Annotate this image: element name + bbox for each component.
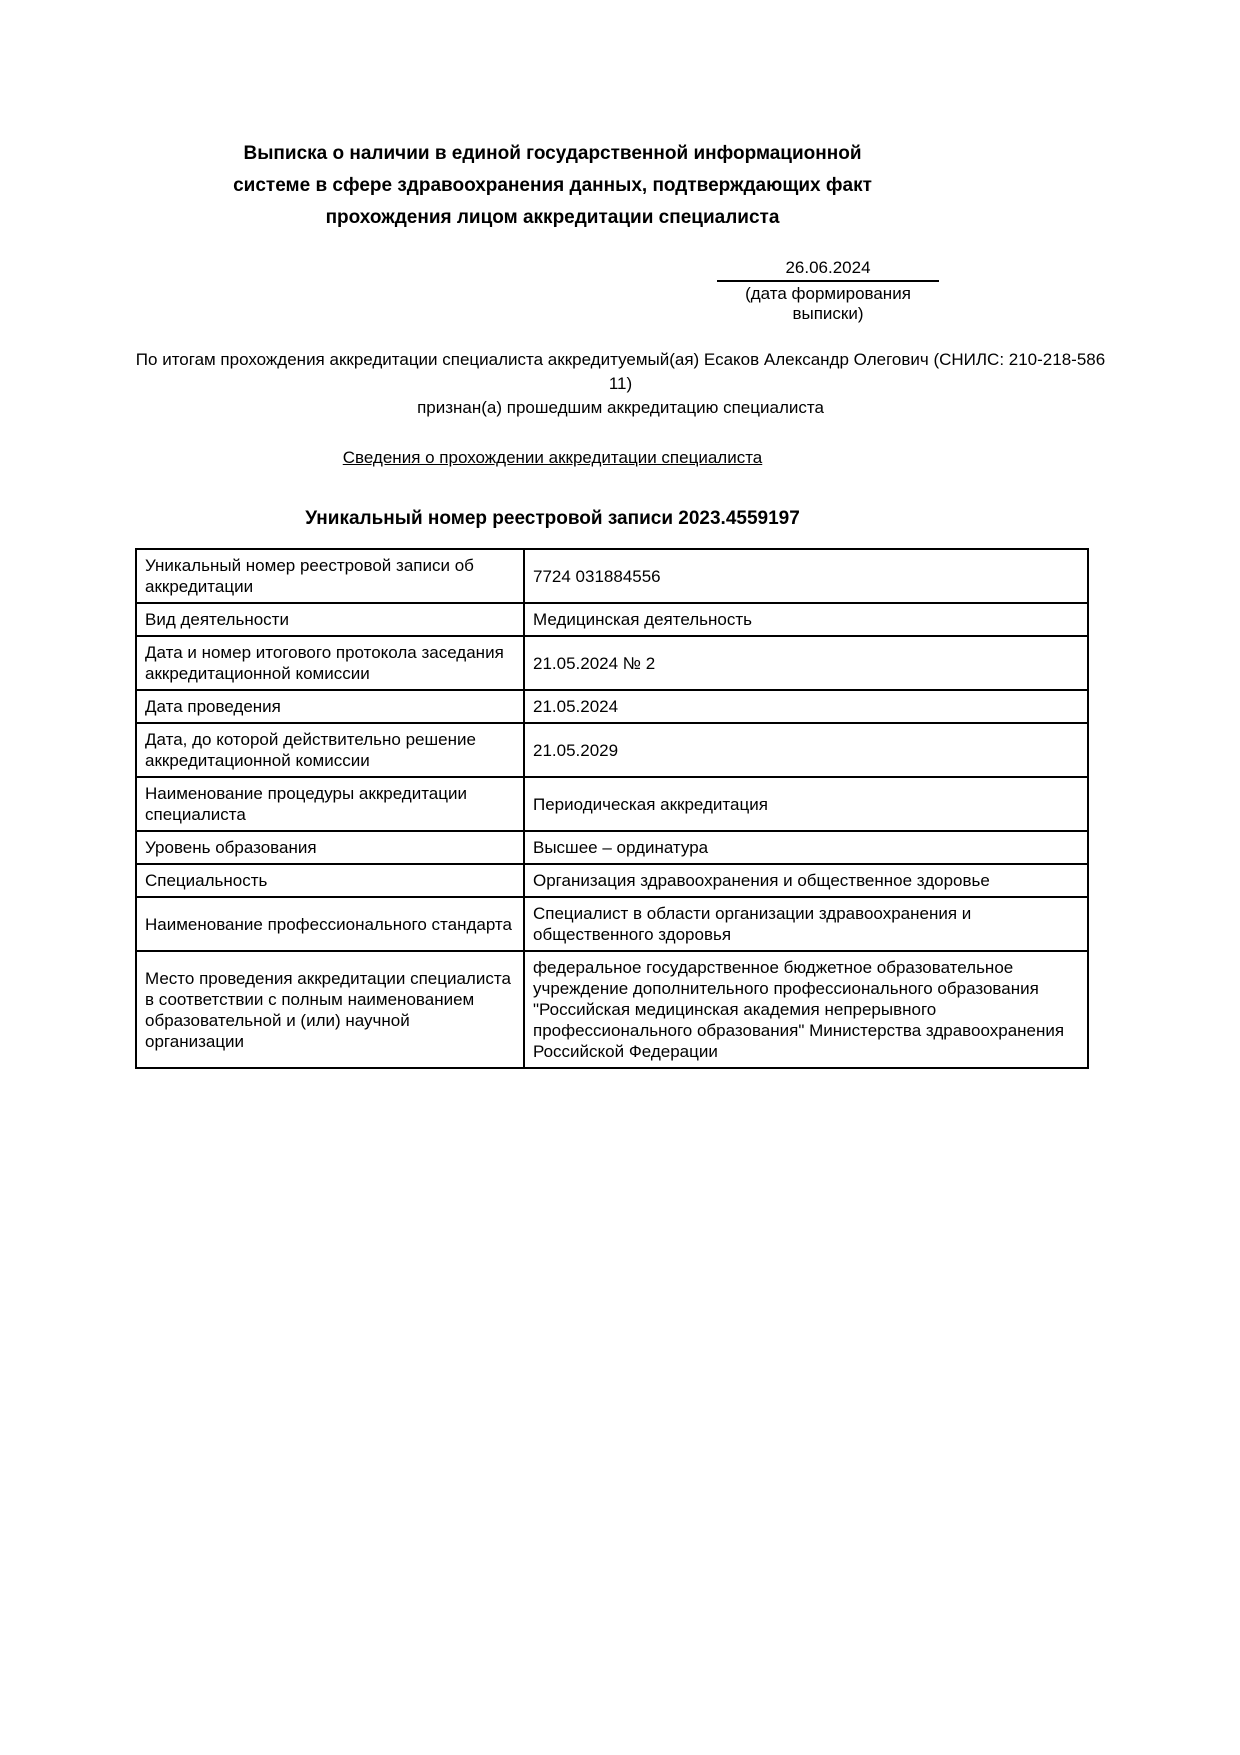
table-row [136, 549, 1088, 603]
table-row [136, 897, 1088, 951]
accreditation-intro-line-2: признан(а) прошедшим аккредитацию специалиста [417, 398, 824, 417]
table-row [136, 723, 1088, 777]
section-heading: Сведения о прохождении аккредитации специалиста [342, 448, 763, 467]
table-row [136, 864, 1088, 897]
accreditation-table [135, 548, 1089, 1069]
table-row [136, 777, 1088, 831]
row-label: Дата и номер итогового протокола заседания аккредитационной комиссии [136, 636, 524, 690]
row-value: 21.05.2024 № 2 [524, 636, 1088, 690]
extract-date-block [717, 258, 939, 324]
row-value: Высшее – ординатура [524, 831, 1088, 864]
row-label: Дата, до которой действительно решение аккредитационной комиссии [136, 723, 524, 777]
row-value: 21.05.2024 [524, 690, 1088, 723]
row-label: Дата проведения [136, 690, 524, 723]
row-value: Периодическая аккредитация [524, 777, 1088, 831]
table-row [136, 951, 1088, 1068]
accreditation-intro [128, 348, 1113, 420]
row-value: федеральное государственное бюджетное образовательное учреждение дополнительного профессионального образования "Российская медицинская академия непрерывного профессионального образования" Министерства здравоохранения Российской Федерации [524, 951, 1088, 1068]
document-title-line-2: системе в сфере здравоохранения данных, подтверждающих факт [233, 175, 872, 196]
row-value: Организация здравоохранения и общественное здоровье [524, 864, 1088, 897]
row-label: Вид деятельности [136, 603, 524, 636]
row-label: Наименование процедуры аккредитации специалиста [136, 777, 524, 831]
document-title [135, 138, 970, 234]
extract-date-caption: (дата формирования выписки) [745, 284, 911, 323]
document-title-line-1: Выписка о наличии в единой государственной информационной [243, 143, 862, 164]
row-value: 7724 031884556 [524, 549, 1088, 603]
table-row [136, 636, 1088, 690]
row-value: 21.05.2029 [524, 723, 1088, 777]
row-value: Медицинская деятельность [524, 603, 1088, 636]
row-label: Специальность [136, 864, 524, 897]
table-row [136, 603, 1088, 636]
accreditation-intro-line-1: По итогам прохождения аккредитации специалиста аккредитуемый(ая) Есаков Александр Олегович (СНИЛС: 210-218-586 11) [135, 350, 1106, 393]
row-label: Место проведения аккредитации специалиста в соответствии с полным наименованием образовательной и (или) научной организации [136, 951, 524, 1068]
table-row [136, 690, 1088, 723]
registry-number-subtitle: Уникальный номер реестровой записи 2023.4559197 [305, 508, 800, 529]
extract-date: 26.06.2024 [717, 258, 939, 282]
row-value: Специалист в области организации здравоохранения и общественного здоровья [524, 897, 1088, 951]
table-row [136, 831, 1088, 864]
row-label: Уникальный номер реестровой записи об аккредитации [136, 549, 524, 603]
row-label: Наименование профессионального стандарта [136, 897, 524, 951]
document-title-line-3: прохождения лицом аккредитации специалиста [325, 207, 780, 228]
row-label: Уровень образования [136, 831, 524, 864]
